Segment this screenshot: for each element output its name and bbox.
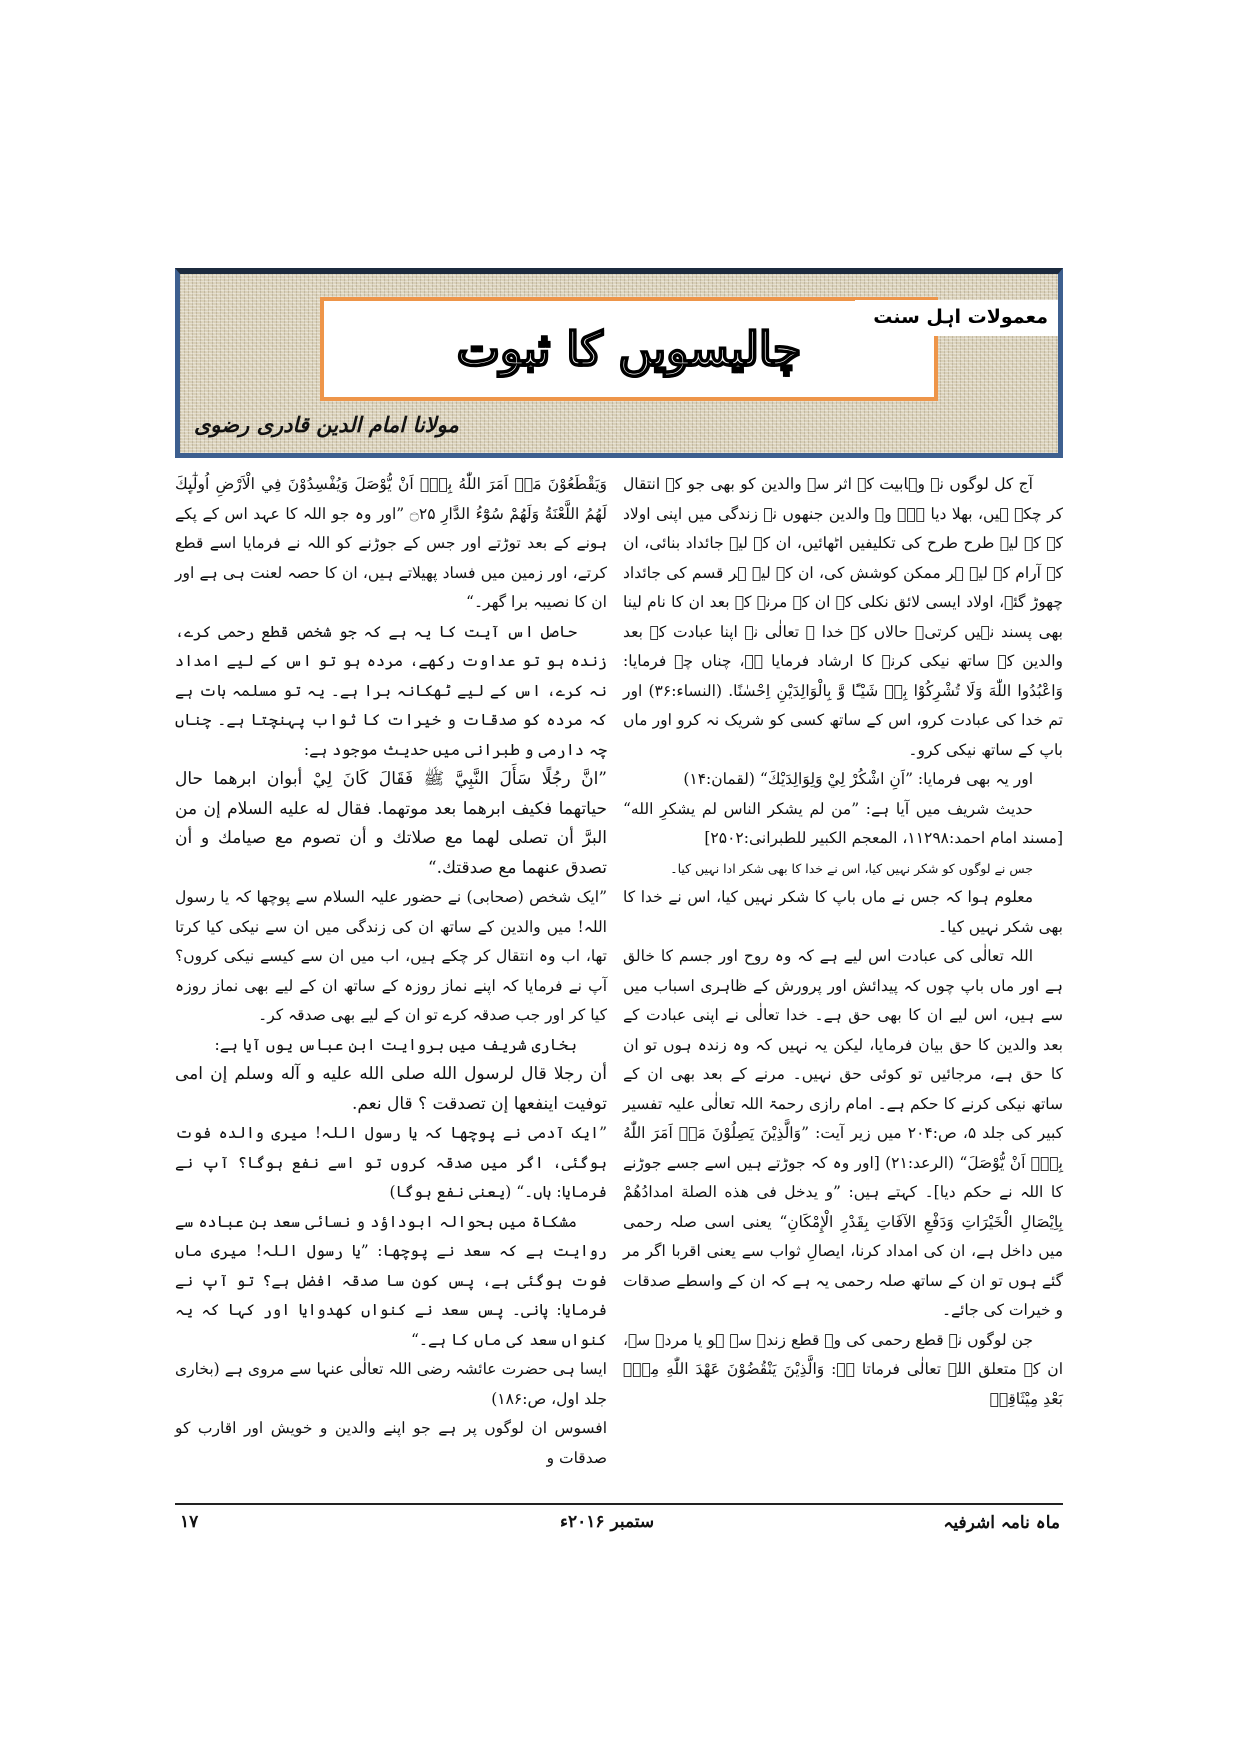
magazine-name: ماہ نامہ اشرفیہ xyxy=(943,1513,1060,1533)
footer-divider xyxy=(175,1503,1063,1505)
paragraph: ایسا ہی حضرت عائشہ رضی اللہ تعالٰی عنہا سے مروی ہے (بخاری جلد اول، ص:۱۸۶) xyxy=(175,1360,607,1408)
paragraph: آج کل لوگوں نے وہابیت کے اثر سے والدین کو بھی جو کہ انتقال کر چکے ہیں، بھلا دیا ہے۔ وہ والدین جنھوں نے زندگی میں اپنی اولاد کے کے لیے طرح طرح کی تکلیفیں اٹھائیں، ان کے لیے جائداد بنائی، ان کے آرام کے لیے ہر ممکن کوشش کی، ان کے لیے ہر قسم کی جائداد چھوڑ گئے، اولاد ایسی لائق نکلی کہ ان کے مرنے کے بعد ان کا نام لینا بھی پسند نہیں کرتی۔ حالاں کہ خدا ے تعالٰی نے اپنا عبادت کے بعد والدین کے ساتھ نیکی کرنے کا ارشاد فرمایا ہے، چناں چہ فرمایا: وَاعْبُدُوا اللّٰهَ وَلَا تُشْرِكُوْا بِهٖ شَيْـًٔا وَّ بِالْوَالِدَيْنِ اِحْسٰنًا. (النساء:۳۶) اور تم خدا کی عبادت کرو، اس کے ساتھ کسی کو شریک نہ کرو اور ماں باپ کے ساتھ نیکی کرو۔ xyxy=(623,475,1063,759)
article-header-banner xyxy=(175,268,1063,458)
paragraph: جس نے لوگوں کو شکر نہیں کیا، اس نے خدا کا بھی شکر ادا نہیں کیا۔ xyxy=(670,860,1033,876)
article-body xyxy=(175,470,1063,1500)
hadith-arabic: أن رجلا قال لرسول الله صلى الله عليه و آله وسلم إن امى توفيت اينفعها إن تصدقت ؟ قال نعم. xyxy=(175,1064,607,1114)
paragraph: جن لوگوں نے قطع رحمی کی وہ قطع زندہ سے ہو یا مردہ سے، ان کے متعلق اللہ تعالٰی فرماتا ہے: وَالَّذِيْنَ يَنْقُضُوْنَ عَهْدَ اللّٰهِ مِنْۢ بَعْدِ مِيْثَاقِهٖ xyxy=(623,1330,1063,1408)
paragraph: حاصل اس آیت کا یہ ہے کہ جو شخص قطع رحمی کرے، زندہ ہو تو عداوت رکھے، مردہ ہو تو اس کے لیے امداد نہ کرے، اس کے لیے ٹھکانہ برا ہے۔ یہ تو مسلمہ بات ہے کہ مردہ کو صدقات و خیرات کا ثواب پہنچتا ہے۔ چناں چہ دارمی و طبرانی میں حدیث موجود ہے: xyxy=(175,622,607,759)
author-name: مولانا امام الدین قادری رضوی xyxy=(194,412,459,437)
paragraph: ”ایک شخص (صحابی) نے حضور علیہ السلام سے پوچھا کہ یا رسول اللہ! میں والدین کے ساتھ ان کی زندگی میں ان سے نیکی کیا کرتا تھا، اب وہ انتقال کر چکے ہیں، اب میں ان سے کیسے نیکی کروں؟ آپ نے فرمایا کہ اپنے نماز روزہ کے ساتھ ان کے لیے بھی نماز روزہ کیا کر اور جب صدقہ کرے تو ان کے لیے بھی صدقہ کر۔ xyxy=(175,888,607,1024)
left-column xyxy=(175,470,607,1473)
paragraph: بخاری شریف میں بروایت ابن عباس یوں آیا ہے: xyxy=(214,1035,577,1054)
right-column xyxy=(623,470,1063,1414)
issue-date: ستمبر ۲۰۱۶ء xyxy=(560,1512,655,1532)
paragraph: مشکاۃ میں بحوالہ ابوداؤد و نسائی سعد بن عبادہ سے روایت ہے کہ سعد نے پوچھا: ”یا رسول اللہ! میری ماں فوت ہوگئی ہے، پس کون سا صدقہ افضل ہے؟ تو آپ نے فرمایا: پانی۔ پس سعد نے کنواں کھدوایا اور کہا کہ یہ کنواں سعد کی ماں کا ہے۔“ xyxy=(175,1212,607,1349)
page-number: ۱۷ xyxy=(180,1512,199,1532)
paragraph: اللہ تعالٰی کی عبادت اس لیے ہے کہ وہ روح اور جسم کا خالق ہے اور ماں باپ چوں کہ پیدائش اور پرورش کے ظاہری اسباب میں سے ہیں، اس لیے ان کا بھی حق ہے۔ خدا تعالٰی نے اپنی عبادت کے بعد والدین کا حق بیان فرمایا، لیکن یہ نہیں کہ وہ زندہ ہوں تو ان کا حق ہے، مرجائیں تو کوئی حق نہیں۔ مرنے کے بعد بھی ان کے ساتھ نیکی کرنے کا حکم ہے۔ امام رازی رحمۃ اللہ تعالٰی علیہ تفسیر کبیر کی جلد ۵، ص:۲۰۴ میں زیر آیت: ”وَالَّذِيْنَ يَصِلُوْنَ مَاۤ اَمَرَ اللّٰهُ بِهٖۤ اَنْ يُّوْصَلَ“ (الرعد:۲۱) [اور وہ کہ جوڑتے ہیں اسے جسے جوڑنے کا اللہ نے حکم دیا]۔ کہتے ہیں: ”و يدخل فی هذه الصلة امدادُهُمْ بِاِيْصَالِ الْخَيْرَاتِ وَدَفْعِ الآفَاتِ بِقَدْرِ الْإِمْكَانِ“ یعنی اسی صلہ رحمی میں داخل ہے، ان کی امداد کرنا، ایصالِ ثواب سے یعنی اقربا اگر مر گئے ہوں تو ان کے ساتھ صلہ رحمی یہ ہے کہ ان کے واسطے صدقات و خیرات کی جائے۔ xyxy=(623,947,1063,1319)
paragraph: ”ایک آدمی نے پوچھا کہ یا رسول اللہ! میری والدہ فوت ہوگئی، اگر میں صدقہ کروں تو اسے نفع ہوگا؟ آپ نے فرمایا: ہاں۔“ (یعنی نفع ہوگا) xyxy=(175,1124,607,1201)
hadith-arabic: ”انَّ رجُلًا سَأَلَ النَّبِيَّ ﷺ فَقَالَ كَانَ لِيْ أبوان ابرهما حال حياتهما فكيف ابرهما بعد موتهما. فقال له عليه السلام إن من البرَّ أن تصلى لهما مع صلاتك و أن تصوم مع صيامك و أن تصدق عنهما مع صدقتك.“ xyxy=(175,769,607,878)
quran-verse: وَيَقْطَعُوْنَ مَاۤ اَمَرَ اللّٰهُ بِهٖۤ اَنْ يُّوْصَلَ وَيُفْسِدُوْنَ فِي الْاَرْضِ اُولٰٓىِٕكَ لَهُمُ اللَّعْنَةُ وَلَهُمْ سُوْٓءُ الدَّارِ ۝۲۵ ”اور وہ جو اللہ کا عہد اس کے پکے ہونے کے بعد توڑتے اور جس کے جوڑنے کو اللہ نے فرمایا اسے قطع کرتے، اور زمین میں فساد پھیلاتے ہیں، ان کا حصہ لعنت ہی ہے اور ان کا نصیبہ برا گھر۔“ xyxy=(175,475,607,611)
paragraph: اور یہ بھی فرمایا: ”اَنِ اشْكُرْ لِيْ وَلِوَالِدَيْكَ“ (لقمان:۱۴) xyxy=(683,770,1033,788)
paragraph: افسوس ان لوگوں پر ہے جو اپنے والدین و خویش اور اقارب کو صدقات و xyxy=(175,1419,607,1467)
series-label: معمولات اہل سنت xyxy=(855,300,1058,336)
title-frame xyxy=(320,297,938,401)
paragraph: حدیث شریف میں آیا ہے: ”من لم يشكر الناس لم يشكرِ الله“ [مسند امام احمد:۱۱۲۹۸، المعجم الکبیر للطبرانی:۲۵۰۲] xyxy=(623,799,1063,847)
paragraph: معلوم ہوا کہ جس نے ماں باپ کا شکر نہیں کیا، اس نے خدا کا بھی شکر نہیں کیا۔ xyxy=(623,888,1063,936)
article-title: چالیسویں کا ثبوت xyxy=(456,322,802,376)
